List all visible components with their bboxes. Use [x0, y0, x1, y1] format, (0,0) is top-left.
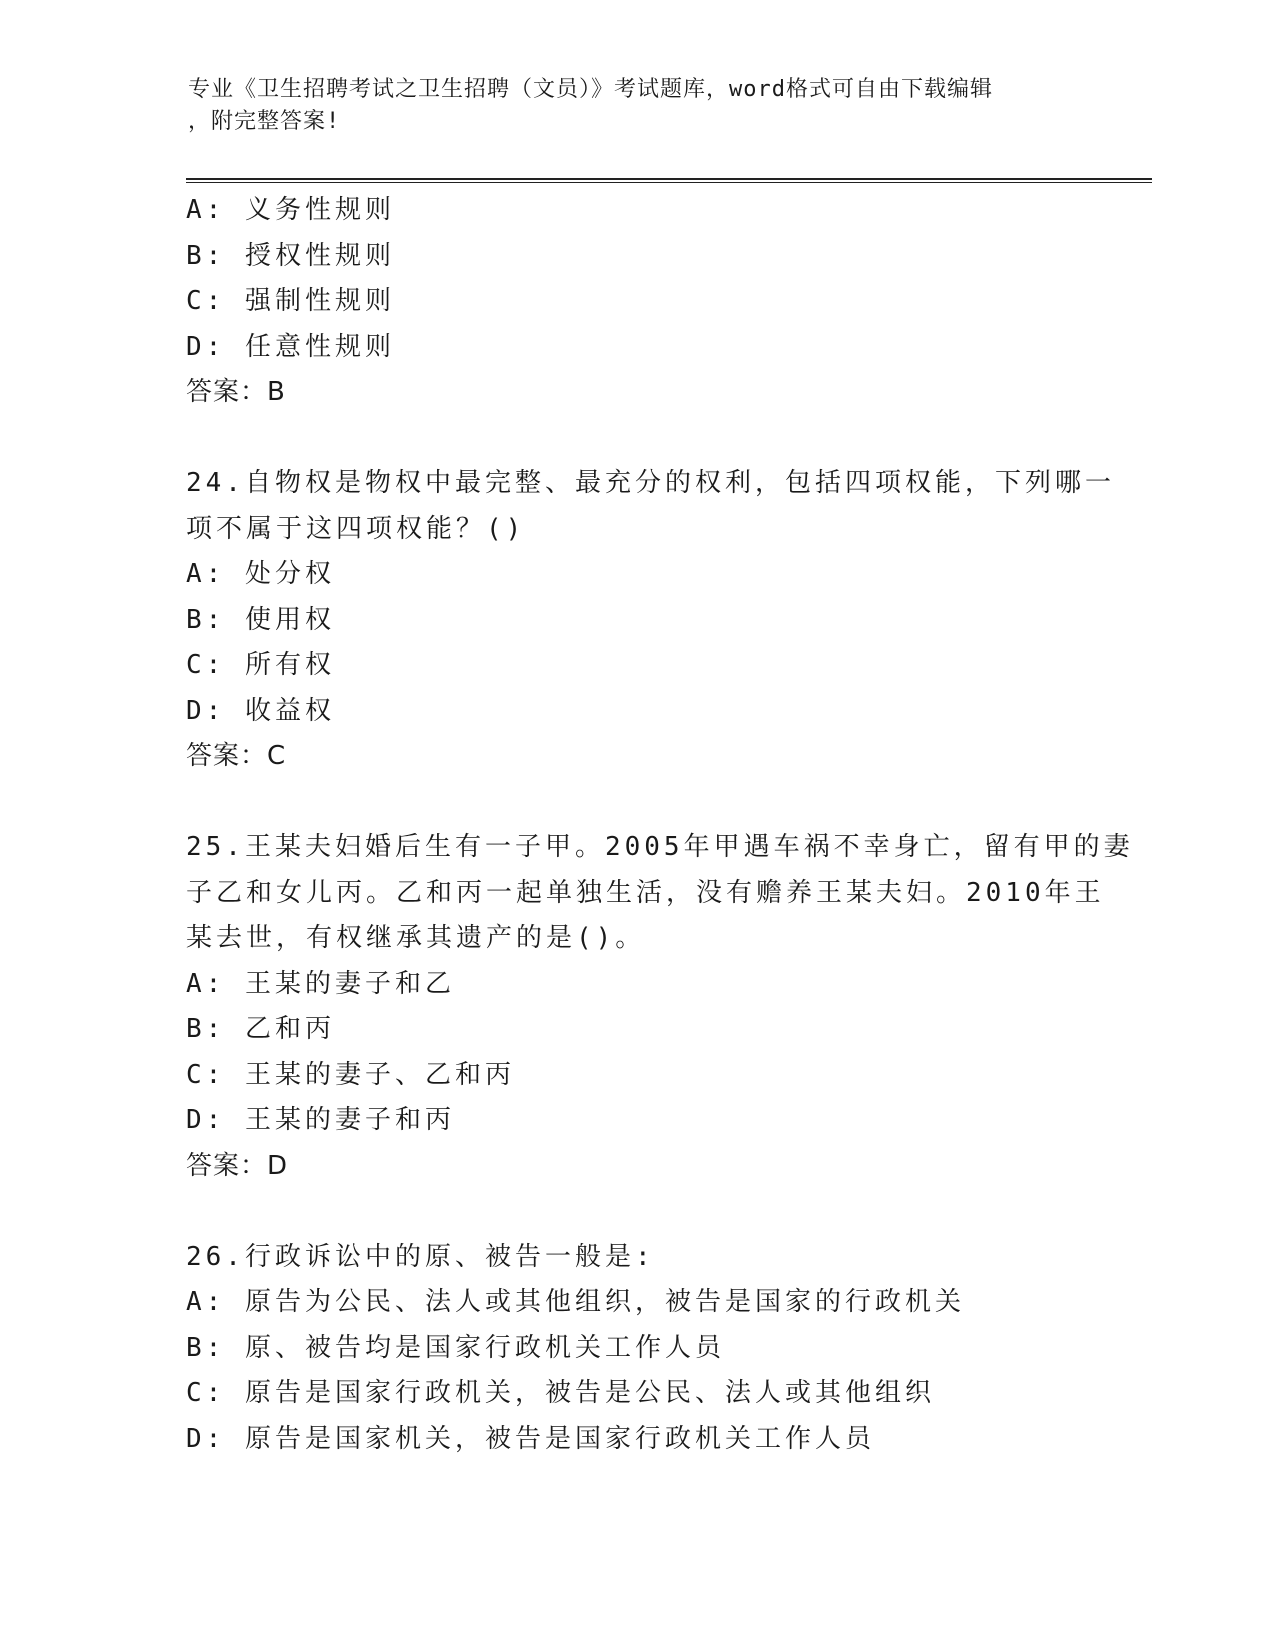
header-divider: [186, 178, 1152, 183]
option-line: A: 原告为公民、法人或其他组织，被告是国家的行政机关: [186, 1287, 965, 1317]
document-header: [188, 74, 1088, 138]
question-text: 项不属于这四项权能？(): [186, 513, 526, 544]
question-text: 子乙和女儿丙。乙和丙一起单独生活，没有赡养王某夫妇。2010年王: [186, 877, 1105, 908]
question-text: 某去世，有权继承其遗产的是()。: [186, 923, 646, 953]
header-line-2: ，附完整答案!: [188, 109, 341, 134]
option-line: B: 授权性规则: [186, 240, 395, 271]
question-block: [186, 825, 1134, 1189]
option-line: D: 王某的妻子和丙: [186, 1105, 455, 1135]
answer-line: 答案：D: [186, 1150, 289, 1181]
option-line: C: 原告是国家行政机关，被告是公民、法人或其他组织: [186, 1378, 935, 1408]
question-content: [186, 188, 1134, 1462]
option-line: C: 所有权: [186, 650, 335, 680]
question-block: [186, 188, 1086, 416]
option-line: B: 乙和丙: [186, 1014, 335, 1044]
question-block: [186, 461, 1115, 780]
option-line: A: 义务性规则: [186, 195, 395, 225]
header-line-1: 专业《卫生招聘考试之卫生招聘（文员）》考试题库，word格式可自由下载编辑: [188, 77, 993, 102]
option-line: D: 原告是国家机关，被告是国家行政机关工作人员: [186, 1423, 875, 1454]
question-text: 24.自物权是物权中最完整、最充分的权利，包括四项权能，下列哪一: [186, 468, 1115, 498]
question-text: 25.王某夫妇婚后生有一子甲。2005年甲遇车祸不幸身亡，留有甲的妻: [186, 832, 1134, 862]
option-line: D: 任意性规则: [186, 331, 395, 362]
option-line: A: 处分权: [186, 559, 335, 589]
option-line: A: 王某的妻子和乙: [186, 968, 455, 999]
answer-line: 答案：B: [186, 377, 286, 407]
option-line: B: 原、被告均是国家行政机关工作人员: [186, 1332, 725, 1363]
option-line: C: 强制性规则: [186, 286, 395, 316]
question-block: [186, 1235, 1086, 1463]
option-line: B: 使用权: [186, 604, 335, 635]
option-line: D: 收益权: [186, 695, 335, 726]
question-text: 26.行政诉讼中的原、被告一般是:: [186, 1241, 655, 1272]
option-line: C: 王某的妻子、乙和丙: [186, 1059, 515, 1090]
answer-line: 答案：C: [186, 741, 287, 771]
